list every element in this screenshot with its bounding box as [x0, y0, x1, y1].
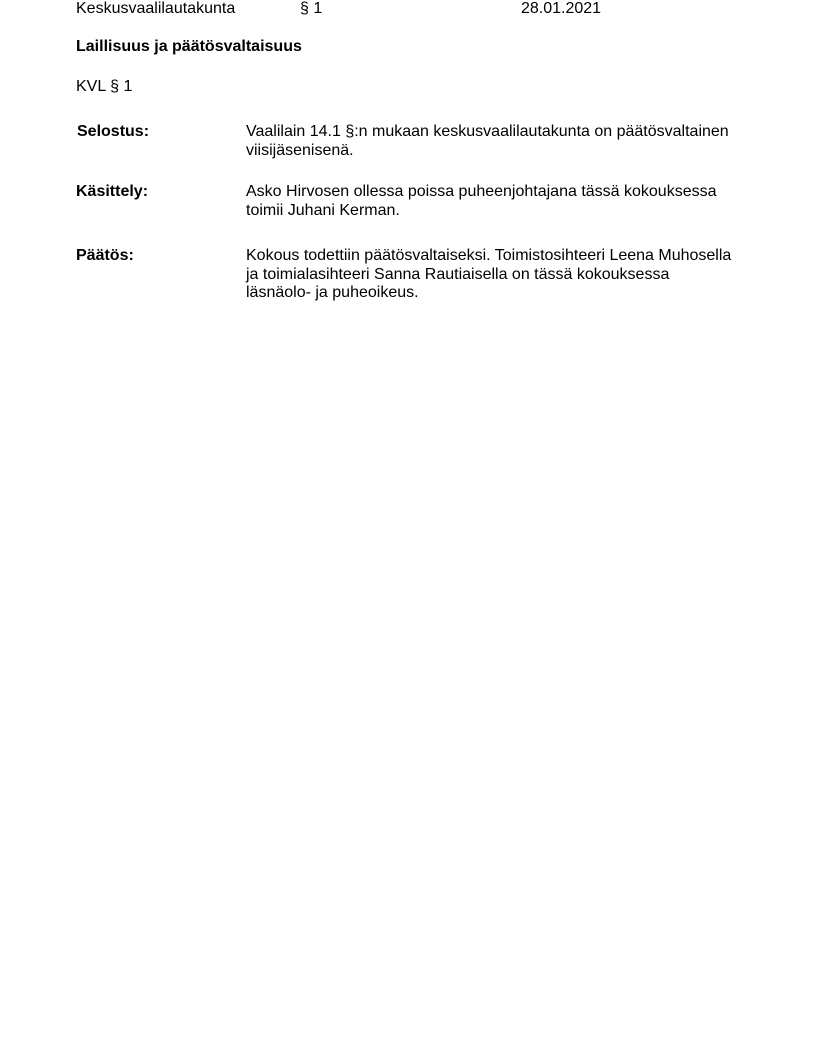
body-line: viisijäsenisenä.	[246, 141, 354, 159]
body-line: läsnäolo- ja puheoikeus.	[246, 284, 419, 301]
document-title: Laillisuus ja päätösvaltaisuus	[76, 38, 302, 55]
body-line: Asko Hirvosen ollessa poissa puheenjohtajana tässä kokouksessa	[246, 183, 717, 200]
section-label: Selostus:	[77, 123, 150, 140]
section-body	[246, 247, 746, 303]
body-line: ja toimialasihteeri Sanna Rautiaisella on tässä kokouksessa	[246, 265, 670, 283]
section-label: Päätös:	[76, 247, 134, 264]
body-line: Vaalilain 14.1 §:n mukaan keskusvaalilautakunta on päätösvaltainen	[246, 123, 729, 140]
section-body	[246, 123, 746, 160]
section-body	[246, 183, 746, 220]
body-line: toimii Juhani Kerman.	[246, 201, 400, 219]
header-date: 28.01.2021	[521, 0, 602, 17]
header-section-number: § 1	[300, 0, 323, 17]
header-organization: Keskusvaalilautakunta	[76, 0, 236, 17]
body-line: Kokous todettiin päätösvaltaiseksi. Toimistosihteeri Leena Muhosella	[246, 247, 732, 264]
reference-number: KVL § 1	[76, 78, 133, 95]
section-label: Käsittely:	[76, 183, 149, 200]
